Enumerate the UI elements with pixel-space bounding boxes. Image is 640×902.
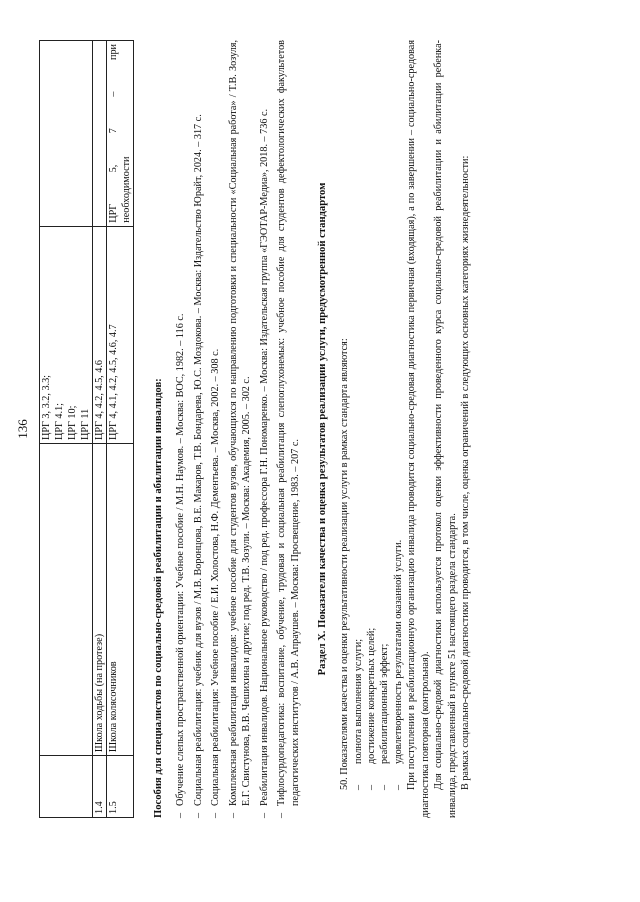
code-line: ЦРГ 4.1; <box>54 403 66 441</box>
code-line: ЦРГ 10; <box>67 405 79 441</box>
table-row <box>40 41 93 818</box>
manual-item: – Социальная реабилитация: учебник для вузов / М.В. Воронцова, В.Е. Макаров, Т.В. Бондарева, Ю.С. Моздокова. – Москва: Издательство Юрайт, 2024. – 317 с. <box>192 40 205 818</box>
code-line: ЦРГ 4, 4.1, 4.2, 4.5, 4.6, 4.7 <box>108 324 120 441</box>
manual-item: – Реабилитация инвалидов. Национальное руководство / под ред. профессора Г.Н. Пономаренко. – Москва: Издательская группа «ГЭОТАР-Медиа», 2018. – 736 с. <box>258 40 271 818</box>
note-cell <box>107 41 134 227</box>
code-line: ЦРГ 4, 4.2, 4.5, 4.6 <box>94 359 106 441</box>
paragraph-diagnostics: При поступлении в реабилитационную организацию инвалида проводится социально-средовая диагностика первичная (входящая), а по завершении – социально-средовая диагностика повторная (контрольная). <box>406 40 431 818</box>
code-line: ЦРГ 11 <box>80 408 92 441</box>
target-codes <box>93 226 107 443</box>
paragraph-50: 50. Показателями качества и оценки результативности реализации услуги в рамках стандарта являются: <box>339 338 351 790</box>
target-codes <box>107 226 134 443</box>
indicator-item: – удовлетворенность результатами оказанной услуги. <box>392 40 405 790</box>
indicators-list <box>352 40 406 818</box>
target-codes <box>40 226 93 443</box>
indicator-item: – полнота выполнения услуги; <box>352 40 365 790</box>
manual-item: – Тифлосурдопедагогика: воспитание, обучение, трудовая и социальная реабилитация слепоглухонемых: учебное пособие для студентов дефектологических факультетов педагогических институтов / А.В. Апраушев. – Москва: Просвещение, 1983. – 207 с. <box>275 40 302 818</box>
manuals-heading: Пособия для специалистов по социально-средовой реабилитации и абилитации инвалидов: <box>153 378 165 818</box>
table-row <box>93 41 107 818</box>
paragraph-categories: В рамках социально-средовой диагностики проводится, в том числе, оценка ограничений в следующих основных категориях жизнедеятельности: <box>460 155 472 790</box>
indicator-item: – реабилитационный эффект; <box>378 40 391 790</box>
row-number <box>40 756 93 818</box>
table-row <box>107 41 134 818</box>
manual-item: – Обучение слепых пространственной ориентации: Учебное пособие / М.Н. Наумов. – Москва: ВОС, 1982. – 116 с. <box>174 40 187 818</box>
manuals-list <box>174 40 302 818</box>
row-number: 1.5 <box>107 756 134 818</box>
note-cell <box>40 41 93 227</box>
note-cell <box>93 41 107 227</box>
service-name: Школа колясочников <box>107 444 134 756</box>
manual-item: – Социальная реабилитация: Учебное пособие / Е.И. Холостова, Н.Ф. Дементьева. – Москва, 2002. – 308 с. <box>209 40 222 818</box>
manual-item: – Комплексная реабилитация инвалидов: учебное пособие для студентов вузов, обучающихся по направлению подготовки и специальности «Социальная работа» / Т.В. Зозуля, Е.Г. Свистунова, В.В. Чешихина и другие; под ред. Т.В. Зозули. – Москва: Академия, 2005. – 302 с. <box>227 40 254 818</box>
paragraph-protocol: Для социально-средовой диагностики используется протокол оценки эффективности проведенного курса социально-средовой реабилитации и абилитации ребенка-инвалида, представленный в пункте 51 настоящего раздела стандарта. <box>433 40 458 818</box>
row-number: 1.4 <box>93 756 107 818</box>
section-heading: Раздел X. Показатели качества и оценка результатов реализации услуги, предусмотренной стандартом <box>317 182 329 676</box>
service-name <box>40 444 93 756</box>
note-line: необходимости <box>121 156 133 223</box>
indicator-item: – достижение конкретных целей; <box>365 40 378 790</box>
code-line: ЦРГ 3, 3.2, 3.3; <box>41 374 53 441</box>
service-table <box>39 40 134 818</box>
service-name: Школа ходьбы (на протезе) <box>93 444 107 756</box>
page-number: 136 <box>15 419 30 439</box>
note-line: ЦРГ 5, 7 – при <box>108 44 120 223</box>
